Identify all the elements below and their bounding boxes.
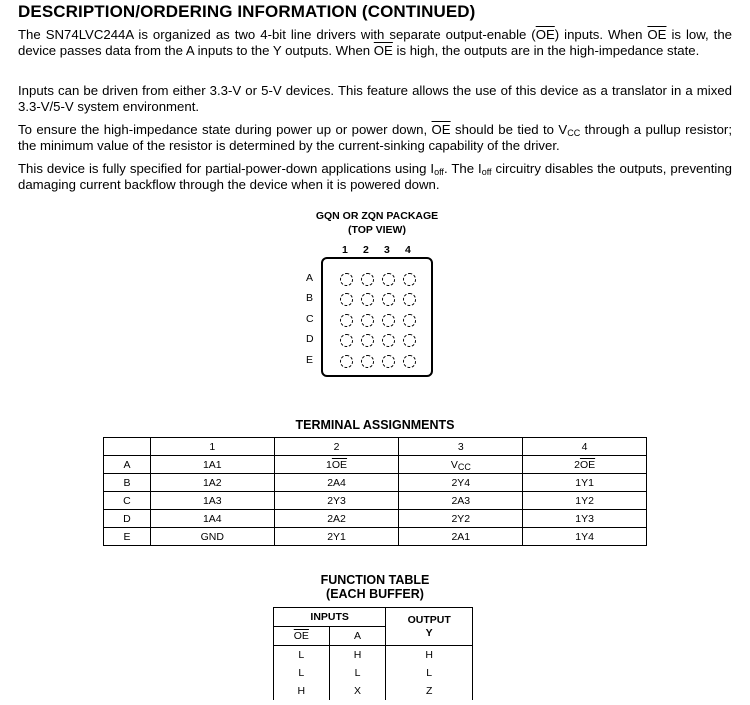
ball-pad — [403, 273, 416, 286]
ball-pad — [340, 334, 353, 347]
ball-pad — [340, 355, 353, 368]
table-cell: H — [386, 646, 473, 664]
table-cell: 1Y1 — [523, 474, 647, 492]
table-cell: H — [329, 646, 386, 664]
section-heading: DESCRIPTION/ORDERING INFORMATION (CONTINUED) — [18, 2, 476, 21]
table-header-row — [274, 608, 473, 627]
table-cell: 2A2 — [274, 510, 399, 528]
ball-pad — [403, 334, 416, 347]
output-header: OUTPUT Y — [386, 608, 473, 646]
ball-pad — [403, 355, 416, 368]
table-row — [104, 528, 647, 546]
header-cell: 1 — [150, 438, 274, 456]
package-row-label: A — [306, 272, 314, 284]
ball-pad — [403, 293, 416, 306]
table-cell: 1A1 — [150, 456, 274, 474]
table-cell: L — [329, 664, 386, 682]
table-cell: 2A4 — [274, 474, 399, 492]
table-cell: 2Y2 — [399, 510, 523, 528]
header-cell: 4 — [523, 438, 647, 456]
inputs-header: INPUTS — [274, 608, 386, 627]
package-row-label: E — [306, 354, 314, 366]
package-title: GQN OR ZQN PACKAGE — [315, 210, 439, 222]
oe-column-header: $\overline{OE}$ — [274, 627, 330, 646]
table-cell: 1A3 — [150, 492, 274, 510]
ball-pad — [382, 334, 395, 347]
row-label: A — [104, 456, 151, 474]
paragraph-inputs: Inputs can be driven from either 3.3-V or 5-V devices. This feature allows the use of this device as a translator in a mixed 3.3-V/5-V system environment. — [18, 83, 732, 114]
table-cell: 2Y4 — [399, 474, 523, 492]
table-cell: 2A3 — [399, 492, 523, 510]
table-row — [104, 510, 647, 528]
table-row — [274, 682, 473, 700]
row-label: C — [104, 492, 151, 510]
table-cell: $1\overline{OE}$ — [274, 456, 399, 474]
table-cell: 1Y3 — [523, 510, 647, 528]
function-table — [273, 607, 473, 700]
table-cell: 1Y4 — [523, 528, 647, 546]
ball-pad — [340, 293, 353, 306]
table-cell: $V_{CC}$ — [399, 456, 523, 474]
row-label: D — [104, 510, 151, 528]
table-header-row — [104, 438, 647, 456]
table-row — [274, 664, 473, 682]
table-cell: 2Y3 — [274, 492, 399, 510]
table-cell: L — [274, 646, 330, 664]
package-row-label: B — [306, 292, 314, 304]
a-column-header: A — [329, 627, 386, 646]
package-subtitle: (TOP VIEW) — [348, 224, 406, 236]
function-table-subtitle: (EACH BUFFER) — [326, 587, 424, 601]
package-column-label: 2 — [363, 244, 369, 256]
package-outline — [321, 257, 433, 377]
ball-pad — [361, 293, 374, 306]
ball-pad — [361, 334, 374, 347]
table-cell: Z — [386, 682, 473, 700]
paragraph-ioff: This device is fully specified for partial-power-down applications using $I_{off}$. The $I_{off}$ circuitry disables the outputs, preventing damaging current backflow through the device when it is powered down. — [18, 161, 732, 192]
table-cell: L — [274, 664, 330, 682]
table-cell: L — [386, 664, 473, 682]
package-column-label: 3 — [384, 244, 390, 256]
ball-pad — [361, 355, 374, 368]
ball-pad — [340, 273, 353, 286]
function-table-title: FUNCTION TABLE — [320, 573, 430, 587]
header-cell: 3 — [399, 438, 523, 456]
ball-pad — [382, 273, 395, 286]
ball-pad — [361, 273, 374, 286]
terminal-assignments-table — [103, 437, 647, 546]
table-cell: 1Y2 — [523, 492, 647, 510]
table-cell: 2Y1 — [274, 528, 399, 546]
table-cell: 2A1 — [399, 528, 523, 546]
header-cell — [104, 438, 151, 456]
table-cell: H — [274, 682, 330, 700]
ball-pad — [403, 314, 416, 327]
table-row — [274, 646, 473, 664]
table-cell: GND — [150, 528, 274, 546]
table-cell: 1A4 — [150, 510, 274, 528]
ball-pad — [361, 314, 374, 327]
package-column-label: 1 — [342, 244, 348, 256]
header-cell: 2 — [274, 438, 399, 456]
table-row — [104, 456, 647, 474]
package-column-label: 4 — [405, 244, 411, 256]
table-cell: 1A2 — [150, 474, 274, 492]
paragraph-organization: The SN74LVC244A is organized as two 4-bit line drivers with separate output-enable $(\overline{OE})$ inputs. When $\overline{OE}$ is low, the device passes data from the A inputs to the Y outputs. When $\overline{OE}$ is high, the outputs are in the high-impedance state. — [18, 27, 732, 58]
ball-pad — [382, 314, 395, 327]
paragraph-power-up: To ensure the high-impedance state during power up or power down, $\overline{OE}$ should be tied to $V_{CC}$ through a pullup resistor; the minimum value of the resistor is determined by the current-sinking capability of the driver. — [18, 122, 732, 153]
table-cell: X — [329, 682, 386, 700]
terminal-assignments-title: TERMINAL ASSIGNMENTS — [295, 418, 455, 432]
package-row-label: C — [306, 313, 314, 325]
package-row-label: D — [306, 333, 314, 345]
row-label: E — [104, 528, 151, 546]
ball-pad — [340, 314, 353, 327]
row-label: B — [104, 474, 151, 492]
ball-pad — [382, 355, 395, 368]
table-row — [104, 474, 647, 492]
ball-pad — [382, 293, 395, 306]
table-cell: $2\overline{OE}$ — [523, 456, 647, 474]
table-row — [104, 492, 647, 510]
